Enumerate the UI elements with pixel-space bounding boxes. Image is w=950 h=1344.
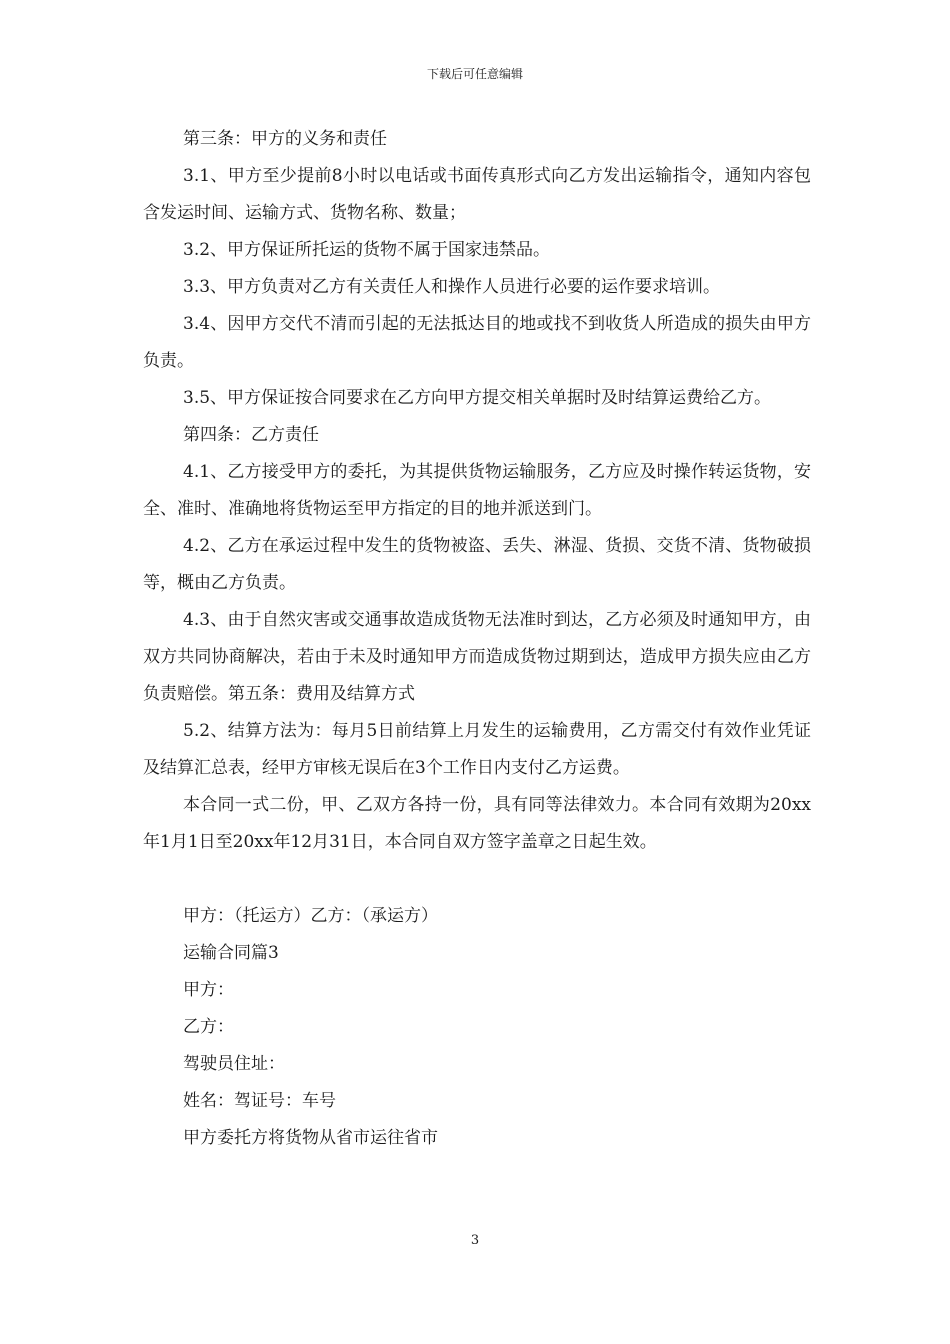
driver-id-line: 姓名：驾证号：车号	[183, 1091, 336, 1111]
driver-address-line: 驾驶员住址：	[183, 1054, 285, 1074]
section-heading-4: 第四条：乙方责任	[183, 425, 319, 445]
contract-title-3: 运输合同篇3	[183, 943, 279, 963]
clause-4-1: 4.1、乙方接受甲方的委托，为其提供货物运输服务，乙方应及时操作转运货物，安全、准时、准确地将货物运至甲方指定的目的地并派送到门。	[143, 462, 811, 519]
parties-line: 甲方：（托运方）乙方：（承运方）	[183, 906, 438, 926]
blank-line	[143, 861, 811, 898]
clause-5-2: 5.2、结算方法为：每月5日前结算上月发生的运输费用，乙方需交付有效作业凭证及结算汇总表，经甲方审核无误后在3个工作日内支付乙方运费。	[143, 721, 811, 778]
document-body	[143, 121, 811, 1157]
party-b-line: 乙方：	[183, 1017, 234, 1037]
clause-3-1: 3.1、甲方至少提前8小时以电话或书面传真形式向乙方发出运输指令，通知内容包含发运时间、运输方式、货物名称、数量；	[143, 166, 811, 223]
page-header: 下载后可任意编辑	[426, 67, 523, 81]
clause-3-4: 3.4、因甲方交代不清而引起的无法抵达目的地或找不到收货人所造成的损失由甲方负责。	[143, 314, 811, 371]
clause-3-2: 3.2、甲方保证所托运的货物不属于国家违禁品。	[183, 240, 551, 260]
clause-3-3: 3.3、甲方负责对乙方有关责任人和操作人员进行必要的运作要求培训。	[183, 277, 721, 297]
party-a-line: 甲方：	[183, 980, 234, 1000]
page-number: 3	[470, 1233, 480, 1248]
shipment-route-line: 甲方委托方将货物从省市运往省市	[183, 1128, 438, 1148]
clause-4-3: 4.3、由于自然灾害或交通事故造成货物无法准时到达，乙方必须及时通知甲方，由双方共同协商解决，若由于未及时通知甲方而造成货物过期到达，造成甲方损失应由乙方负责赔偿。第五条：费用及结算方式	[143, 610, 811, 704]
clause-4-2: 4.2、乙方在承运过程中发生的货物被盗、丢失、淋湿、货损、交货不清、货物破损等，概由乙方负责。	[143, 536, 811, 593]
clause-3-5: 3.5、甲方保证按合同要求在乙方向甲方提交相关单据时及时结算运费给乙方。	[183, 388, 772, 408]
section-heading-3: 第三条：甲方的义务和责任	[183, 129, 387, 149]
validity-paragraph: 本合同一式二份，甲、乙双方各持一份，具有同等法律效力。本合同有效期为20xx年1月1日至20xx年12月31日，本合同自双方签字盖章之日起生效。	[143, 795, 811, 852]
